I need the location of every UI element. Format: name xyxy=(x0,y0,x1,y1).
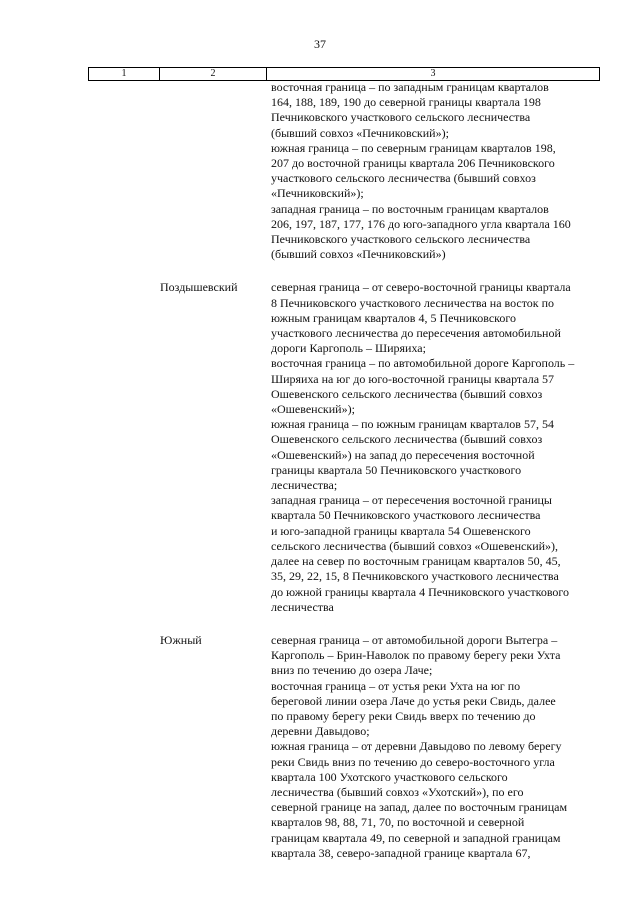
description-line: Ошевенского сельского лесничества (бывший совхоз xyxy=(271,432,543,447)
boundary-description xyxy=(271,633,601,861)
description-line: южная граница – по северным границам кварталов 198, xyxy=(271,140,556,155)
section-gap xyxy=(0,615,640,633)
description-line: и юго-западной границы квартала 54 Ошевенского xyxy=(271,523,531,538)
description-line: по правому берегу реки Свидь вверх по течению до xyxy=(271,708,536,723)
description-line: Ширяиха на юг до юго-восточной границы квартала 57 xyxy=(271,371,555,386)
description-line: восточная граница – по автомобильной дороге Каргополь – xyxy=(271,356,575,371)
description-line: 206, 197, 187, 177, 176 до юго-западного угла квартала 160 xyxy=(271,216,571,231)
description-line: северной границе на запад, далее по восточным границам xyxy=(271,800,568,815)
description-line: береговой линии озера Лаче до устья реки Свидь, далее xyxy=(271,693,556,708)
description-line: Каргополь – Брин-Наволок по правому берегу реки Ухта xyxy=(271,648,561,663)
table-header-col-1: 1 xyxy=(89,68,160,80)
description-line: (бывший совхоз «Печниковский») xyxy=(271,247,446,262)
description-line: до южной границы квартала 4 Печниковского участкового xyxy=(271,584,570,599)
description-line: восточная граница – от устья реки Ухта на юг по xyxy=(271,678,521,693)
table-header xyxy=(88,67,600,81)
description-line: «Печниковский»); xyxy=(271,186,364,201)
description-line: участкового лесничества до пересечения автомобильной xyxy=(271,326,561,341)
table-body xyxy=(0,80,640,861)
description-line: северная граница – от автомобильной дороги Вытегра – xyxy=(271,632,558,647)
table-row xyxy=(0,80,640,262)
description-line: деревни Давыдово; xyxy=(271,724,370,739)
description-line: Печниковского участкового сельского лесничества xyxy=(271,110,531,125)
description-line: южная граница – от деревни Давыдово по левому берегу xyxy=(271,739,562,754)
description-line: сельского лесничества (бывший совхоз «Ошевенский»), xyxy=(271,538,559,553)
description-line: реки Свидь вниз по течению до северо-восточного угла xyxy=(271,754,555,769)
description-line: квартала 38, северо-западной границе квартала 67, xyxy=(271,845,531,860)
description-line: лесничества; xyxy=(271,478,338,493)
description-line: Печниковского участкового сельского лесничества xyxy=(271,232,531,247)
description-line: участкового сельского лесничества (бывший совхоз xyxy=(271,171,536,186)
description-line: лесничества (бывший совхоз «Ухотский»), по его xyxy=(271,784,524,799)
description-line: 207 до восточной границы квартала 206 Печниковского xyxy=(271,156,555,171)
description-line: «Ошевенский») на запад до пересечения восточной xyxy=(271,447,535,462)
district-name: Поздышевский xyxy=(160,280,238,295)
description-line: северная граница – от северо-восточной границы квартала xyxy=(271,280,571,295)
description-line: лесничества xyxy=(271,599,334,614)
description-line: вниз по течению до озера Лаче; xyxy=(271,663,433,678)
table-header-col-2: 2 xyxy=(160,68,267,80)
table-header-col-3: 3 xyxy=(430,68,436,79)
description-line: южная граница – по южным границам кварталов 57, 54 xyxy=(271,417,554,432)
description-line: южным границам кварталов 4, 5 Печниковского xyxy=(271,310,517,325)
description-line: западная граница – по восточным границам кварталов xyxy=(271,201,549,216)
description-line: (бывший совхоз «Печниковский»); xyxy=(271,125,449,140)
description-line: восточная граница – по западным границам кварталов xyxy=(271,80,549,94)
description-line: 8 Печниковского участкового лесничества на восток по xyxy=(271,295,555,310)
boundary-description xyxy=(271,80,601,262)
description-line: Ошевенского сельского лесничества (бывший совхоз xyxy=(271,386,543,401)
description-line: западная граница – от пересечения восточной границы xyxy=(271,493,552,508)
table-row xyxy=(0,280,640,614)
description-line: далее на север по восточным границам кварталов 50, 45, xyxy=(271,554,561,569)
description-line: квартала 100 Ухотского участкового сельского xyxy=(271,769,508,784)
page-number: 37 xyxy=(314,37,326,51)
description-line: «Ошевенский»); xyxy=(271,402,355,417)
description-line: дороги Каргополь – Ширяиха; xyxy=(271,341,426,356)
description-line: квартала 50 Печниковского участкового лесничества xyxy=(271,508,541,523)
section-gap xyxy=(0,262,640,280)
description-line: кварталов 98, 88, 71, 70, по восточной и северной xyxy=(271,815,525,830)
description-line: границы квартала 50 Печниковского участкового xyxy=(271,462,522,477)
boundary-description xyxy=(271,280,601,614)
description-line: 35, 29, 22, 15, 8 Печниковского участкового лесничества xyxy=(271,569,559,584)
district-name: Южный xyxy=(160,632,202,647)
table-row xyxy=(0,633,640,861)
description-line: 164, 188, 189, 190 до северной границы квартала 198 xyxy=(271,95,541,110)
description-line: границам квартала 49, по северной и западной границам xyxy=(271,830,561,845)
